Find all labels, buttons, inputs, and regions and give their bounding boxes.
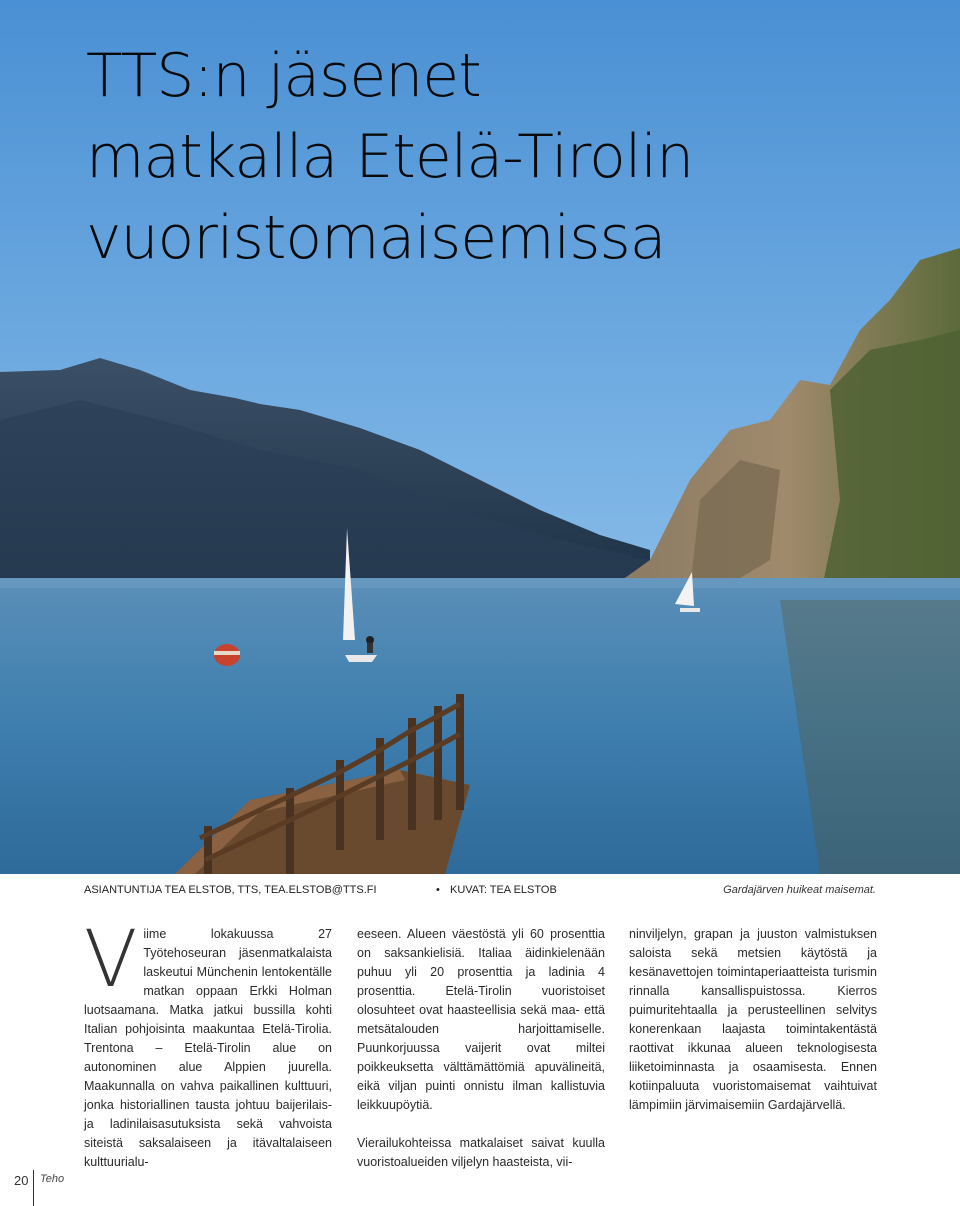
page-number: 20 <box>14 1173 29 1188</box>
footer-divider <box>33 1170 34 1206</box>
body-column-1 <box>84 915 332 1172</box>
column-2-paragraph-1: eeseen. Alueen väestöstä yli 60 prosenttia on saksankielisiä. Italiaa äidinkielenään puhuu yli 20 prosenttia ja ladinia 4 prosenttia. Etelä-Tirolin vuoristoiset olosuhteet ovat haasteellisia sekä maa- että metsätalouden harjoittamiselle. Puunkorjuussa vaijerit ovat miltei poikkeuksetta välttämättömiä apuvälineitä, eikä viljan puinti onnistu ilman kallistuvia leikkuupöytiä. <box>357 927 605 1112</box>
title-line-3: vuoristomaisemissa <box>86 203 666 273</box>
article-title <box>86 36 693 279</box>
photo-caption: Gardajärven huikeat maisemat. <box>723 884 876 896</box>
magazine-name: Teho <box>40 1173 65 1185</box>
title-line-2: matkalla Etelä-Tirolin <box>86 122 694 192</box>
photo-credit: KUVAT: TEA ELSTOB <box>450 884 557 896</box>
drop-cap: V <box>84 915 138 1005</box>
author-byline: ASIANTUNTIJA TEA ELSTOB, TTS, TEA.ELSTOB@TTS.FI <box>84 884 377 896</box>
column-1-paragraph: iime lokakuussa 27 Työtehoseuran jäsenmatkalaista laskeutui Münchenin lentokentälle matkan oppaan Erkki Holman luotsaamana. Matka jatkui bussilla kohti Italian pohjoisinta maakuntaa Etelä-Tirolia. Trentona – Etelä-Tirolin alue on autonominen alue Alppien juurella. Maakunnalla on vahva paikallinen kulttuuri, jonka historiallinen tausta johtuu baijerilais- ja ladinilaisasutuksista sekä vahvoista siteistä saksalaiseen ja itävaltalaiseen kulttuurialu- <box>84 927 332 1169</box>
column-2-paragraph-2: Vierailukohteissa matkalaiset saivat kuulla vuoristoalueiden viljelyn haasteista, vii- <box>357 1136 605 1169</box>
separator-bullet: • <box>436 884 440 896</box>
column-3-paragraph: ninviljelyn, grapan ja juuston valmistuksen saloista sekä metsien käytöstä ja kesänavettojen toimintaperiaatteista turismin rinnalla kansallispuistossa. Kierros puimuritehtaalla ja perusteellinen selvitys konerenkaan laajasta toimintakentästä raottivat ikkunaa alueen teknologisesta liiketoiminnasta ja osaamisesta. Ennen kotiinpaluuta vuoristomaisemat vaihtuivat lämpimiin järvimaisemiin Gardajärvellä. <box>629 927 877 1112</box>
body-column-2 <box>357 925 605 1172</box>
body-column-3 <box>629 925 877 1115</box>
title-line-1: TTS:n jäsenet <box>86 41 481 111</box>
